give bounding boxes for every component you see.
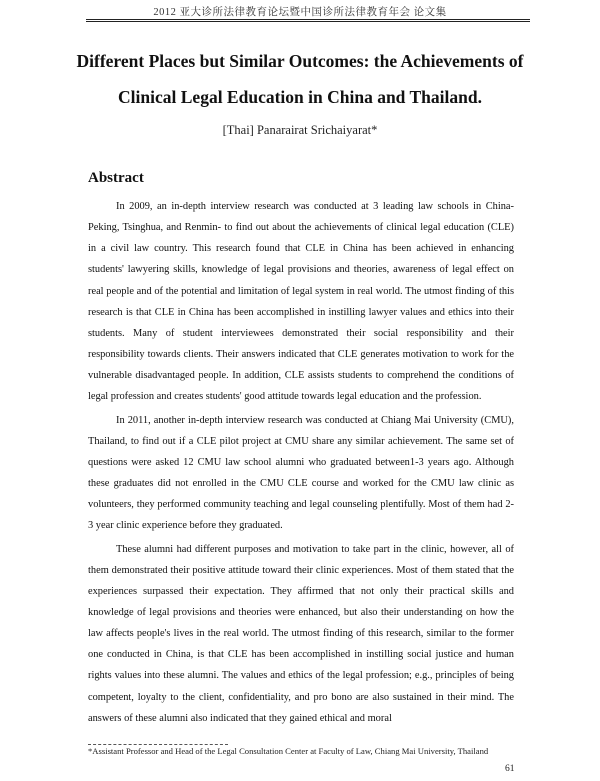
running-header: 2012 亚大诊所法律教育论坛暨中国诊所法律教育年会 论文集 — [153, 7, 447, 18]
abstract-paragraph-2: In 2011, another in-depth interview research was conducted at Chiang Mai University (CMU), Thailand, to find out if a CLE pilot project at CMU share any similar achievement. The same set of questions were asked 12 CMU law school alumni who graduated between1-3 years ago. Although these graduates did not enrolled in the CMU CLE course and worked for the CMU law clinic as volunteers, they performed community teaching and legal counseling plentifully. Most of them had 2-3 year clinic experience before they graduated. — [88, 414, 514, 532]
page-number: 61 — [505, 764, 515, 774]
abstract-paragraph-3: These alumni had different purposes and motivation to take part in the clinic, however, all of them demonstrated their positive attitude toward their clinic experiences. Most of them stated that the experiences surpassed their expectation. They affirmed that not only their practical skills and knowledge of legal provisions and theories were enhanced, but also their understanding on how the law affects people's lives in the real world. The utmost finding of this research, similar to the former one conducted in China, is that CLE has been accomplished in instilling social justice and human rights values into these alumni. The values and ethics of the legal profession; e.g., principles of being competent, loyalty to the client, confidentiality, and pro bono are also sustained in their mind. The answers of these alumni also indicated that they gained ethical and moral — [88, 543, 514, 724]
author-line: [Thai] Panarairat Srichaiyarat* — [222, 123, 378, 137]
abstract-body — [88, 196, 514, 729]
paper-title-line-2: Clinical Legal Education in China and Thailand. — [118, 87, 482, 107]
abstract-paragraph-1: In 2009, an in-depth interview research was conducted at 3 leading law schools in China- Peking, Tsinghua, and Renmin- to find out about the achievements of clinical legal education (CLE) in a civil law country. This research found that CLE in China has been achieved in enhancing students' lawyering skills, knowledge of legal provisions and theories, awareness of legal effect on real people and of the potential and limitation of legal system in real world. The utmost finding of this research is that CLE in China has been accomplished in instilling lawyer values and ethics into their students. Many of student interviewees demonstrated their social responsibility and their responsibility towards clients. Their answers indicated that CLE generates motivation to work for the vulnerable disadvantaged people. In addition, CLE assists students to comprehend the conditions of legal profession and creates students' good attitude towards legal education and the profession. — [88, 201, 514, 403]
header-rule — [86, 19, 530, 22]
footnote-rule — [88, 744, 228, 745]
footnote: *Assistant Professor and Head of the Legal Consultation Center at Faculty of Law, Chiang Mai University, Thailand — [88, 746, 489, 756]
abstract-heading: Abstract — [88, 170, 144, 186]
paper-title-line-1: Different Places but Similar Outcomes: the Achievements of — [76, 51, 524, 71]
